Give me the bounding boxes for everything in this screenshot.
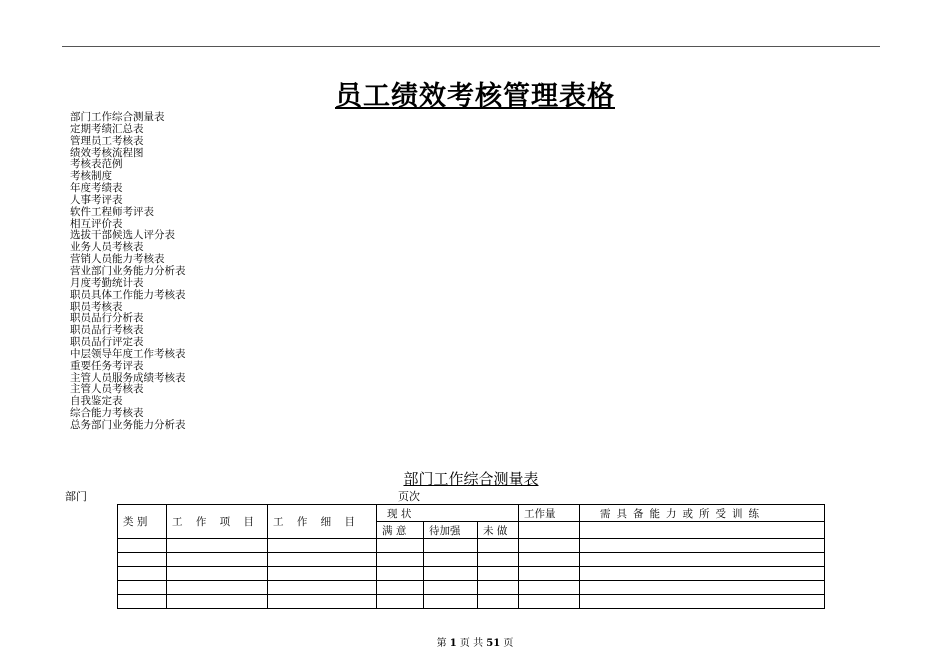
table-cell[interactable]	[519, 539, 580, 553]
page-footer	[0, 634, 950, 649]
table-row	[118, 567, 825, 581]
page-number-label: 页次	[398, 490, 420, 503]
measurement-table	[117, 504, 825, 609]
table-cell[interactable]	[167, 567, 268, 581]
footer-mid: 页 共	[459, 638, 484, 649]
header-satisfied: 满 意	[377, 522, 424, 539]
header-to-improve: 待加强	[424, 522, 478, 539]
table-cell[interactable]	[268, 581, 377, 595]
toc-item[interactable]: 营业部门业务能力分析表	[70, 264, 186, 277]
table-cell[interactable]	[519, 595, 580, 609]
section-title: 部门工作综合测量表	[403, 470, 539, 488]
toc-item[interactable]: 职员具体工作能力考核表	[70, 288, 186, 301]
table-cell[interactable]	[478, 595, 519, 609]
table-cell[interactable]	[167, 581, 268, 595]
toc-item[interactable]: 软件工程师考评表	[70, 205, 154, 218]
footer-suffix: 页	[503, 638, 514, 649]
table-cell[interactable]	[118, 581, 167, 595]
toc-item[interactable]: 主管人员服务成绩考核表	[70, 371, 186, 384]
table-cell[interactable]	[118, 567, 167, 581]
table-cell[interactable]	[118, 595, 167, 609]
table-cell[interactable]	[167, 595, 268, 609]
table-cell[interactable]	[519, 567, 580, 581]
toc-item[interactable]: 年度考绩表	[70, 182, 123, 195]
toc-item[interactable]: 选拔干部候选人评分表	[70, 229, 175, 242]
footer-current-page: 1	[449, 638, 457, 649]
table-cell[interactable]	[478, 539, 519, 553]
table-cell[interactable]	[424, 539, 478, 553]
header-not-done: 未 做	[478, 522, 519, 539]
table-of-contents	[70, 112, 186, 432]
table-cell[interactable]	[580, 595, 825, 609]
toc-item[interactable]: 月度考勤统计表	[70, 276, 144, 289]
toc-item[interactable]: 定期考绩汇总表	[70, 122, 144, 135]
header-status: 现 状	[377, 505, 519, 522]
table-cell[interactable]	[268, 567, 377, 581]
toc-item[interactable]: 总务部门业务能力分析表	[70, 418, 186, 431]
table-cell[interactable]	[424, 581, 478, 595]
table-row	[118, 581, 825, 595]
table-cell[interactable]	[377, 553, 424, 567]
toc-item[interactable]: 中层领导年度工作考核表	[70, 347, 186, 360]
table-cell[interactable]	[580, 539, 825, 553]
header-workload: 工作量	[519, 505, 580, 522]
table-cell[interactable]	[519, 581, 580, 595]
top-rule	[62, 46, 880, 47]
toc-item[interactable]: 绩效考核流程图	[70, 146, 144, 159]
toc-item[interactable]: 考核制度	[70, 170, 112, 183]
dept-label: 部门	[65, 490, 87, 503]
table-cell[interactable]	[167, 539, 268, 553]
toc-item[interactable]: 人事考评表	[70, 193, 123, 206]
table-cell[interactable]	[268, 553, 377, 567]
footer-prefix: 第	[436, 638, 447, 649]
table-row	[118, 539, 825, 553]
table-cell[interactable]	[377, 581, 424, 595]
table-row	[118, 553, 825, 567]
table-cell[interactable]	[118, 553, 167, 567]
table-cell[interactable]	[519, 522, 580, 539]
table-cell[interactable]	[478, 581, 519, 595]
toc-item[interactable]: 相互评价表	[70, 217, 123, 230]
table-cell[interactable]	[268, 595, 377, 609]
header-work-item: 工 作 项 目	[167, 505, 268, 539]
toc-item[interactable]: 自我鉴定表	[70, 395, 123, 408]
toc-item[interactable]: 营销人员能力考核表	[70, 253, 165, 266]
table-cell[interactable]	[580, 581, 825, 595]
table-cell[interactable]	[580, 522, 825, 539]
table-cell[interactable]	[118, 539, 167, 553]
toc-item[interactable]: 部门工作综合测量表	[70, 111, 165, 123]
toc-item[interactable]: 重要任务考评表	[70, 359, 144, 372]
table-cell[interactable]	[377, 539, 424, 553]
footer-total-pages: 51	[486, 638, 501, 649]
header-category: 类 别	[118, 505, 167, 539]
header-work-detail: 工 作 细 目	[268, 505, 377, 539]
table-row	[118, 595, 825, 609]
toc-item[interactable]: 业务人员考核表	[70, 241, 144, 254]
table-cell[interactable]	[424, 553, 478, 567]
table-cell[interactable]	[478, 553, 519, 567]
toc-item[interactable]: 职员品行考核表	[70, 324, 144, 337]
table-cell[interactable]	[424, 595, 478, 609]
header-training: 需具备能力或所受训练	[580, 505, 825, 522]
table-cell[interactable]	[519, 553, 580, 567]
table-cell[interactable]	[424, 567, 478, 581]
toc-item[interactable]: 职员品行评定表	[70, 336, 144, 349]
toc-item[interactable]: 综合能力考核表	[70, 407, 144, 420]
page-title: 员工绩效考核管理表格	[335, 81, 615, 112]
toc-item[interactable]: 主管人员考核表	[70, 383, 144, 396]
table-cell[interactable]	[580, 567, 825, 581]
table-cell[interactable]	[167, 553, 268, 567]
table-cell[interactable]	[580, 553, 825, 567]
table-cell[interactable]	[268, 539, 377, 553]
toc-item[interactable]: 管理员工考核表	[70, 134, 144, 147]
toc-item[interactable]: 职员考核表	[70, 300, 123, 313]
toc-item[interactable]: 考核表范例	[70, 158, 123, 171]
table-cell[interactable]	[377, 567, 424, 581]
table-cell[interactable]	[478, 567, 519, 581]
toc-item[interactable]: 职员品行分析表	[70, 312, 144, 325]
table-cell[interactable]	[377, 595, 424, 609]
